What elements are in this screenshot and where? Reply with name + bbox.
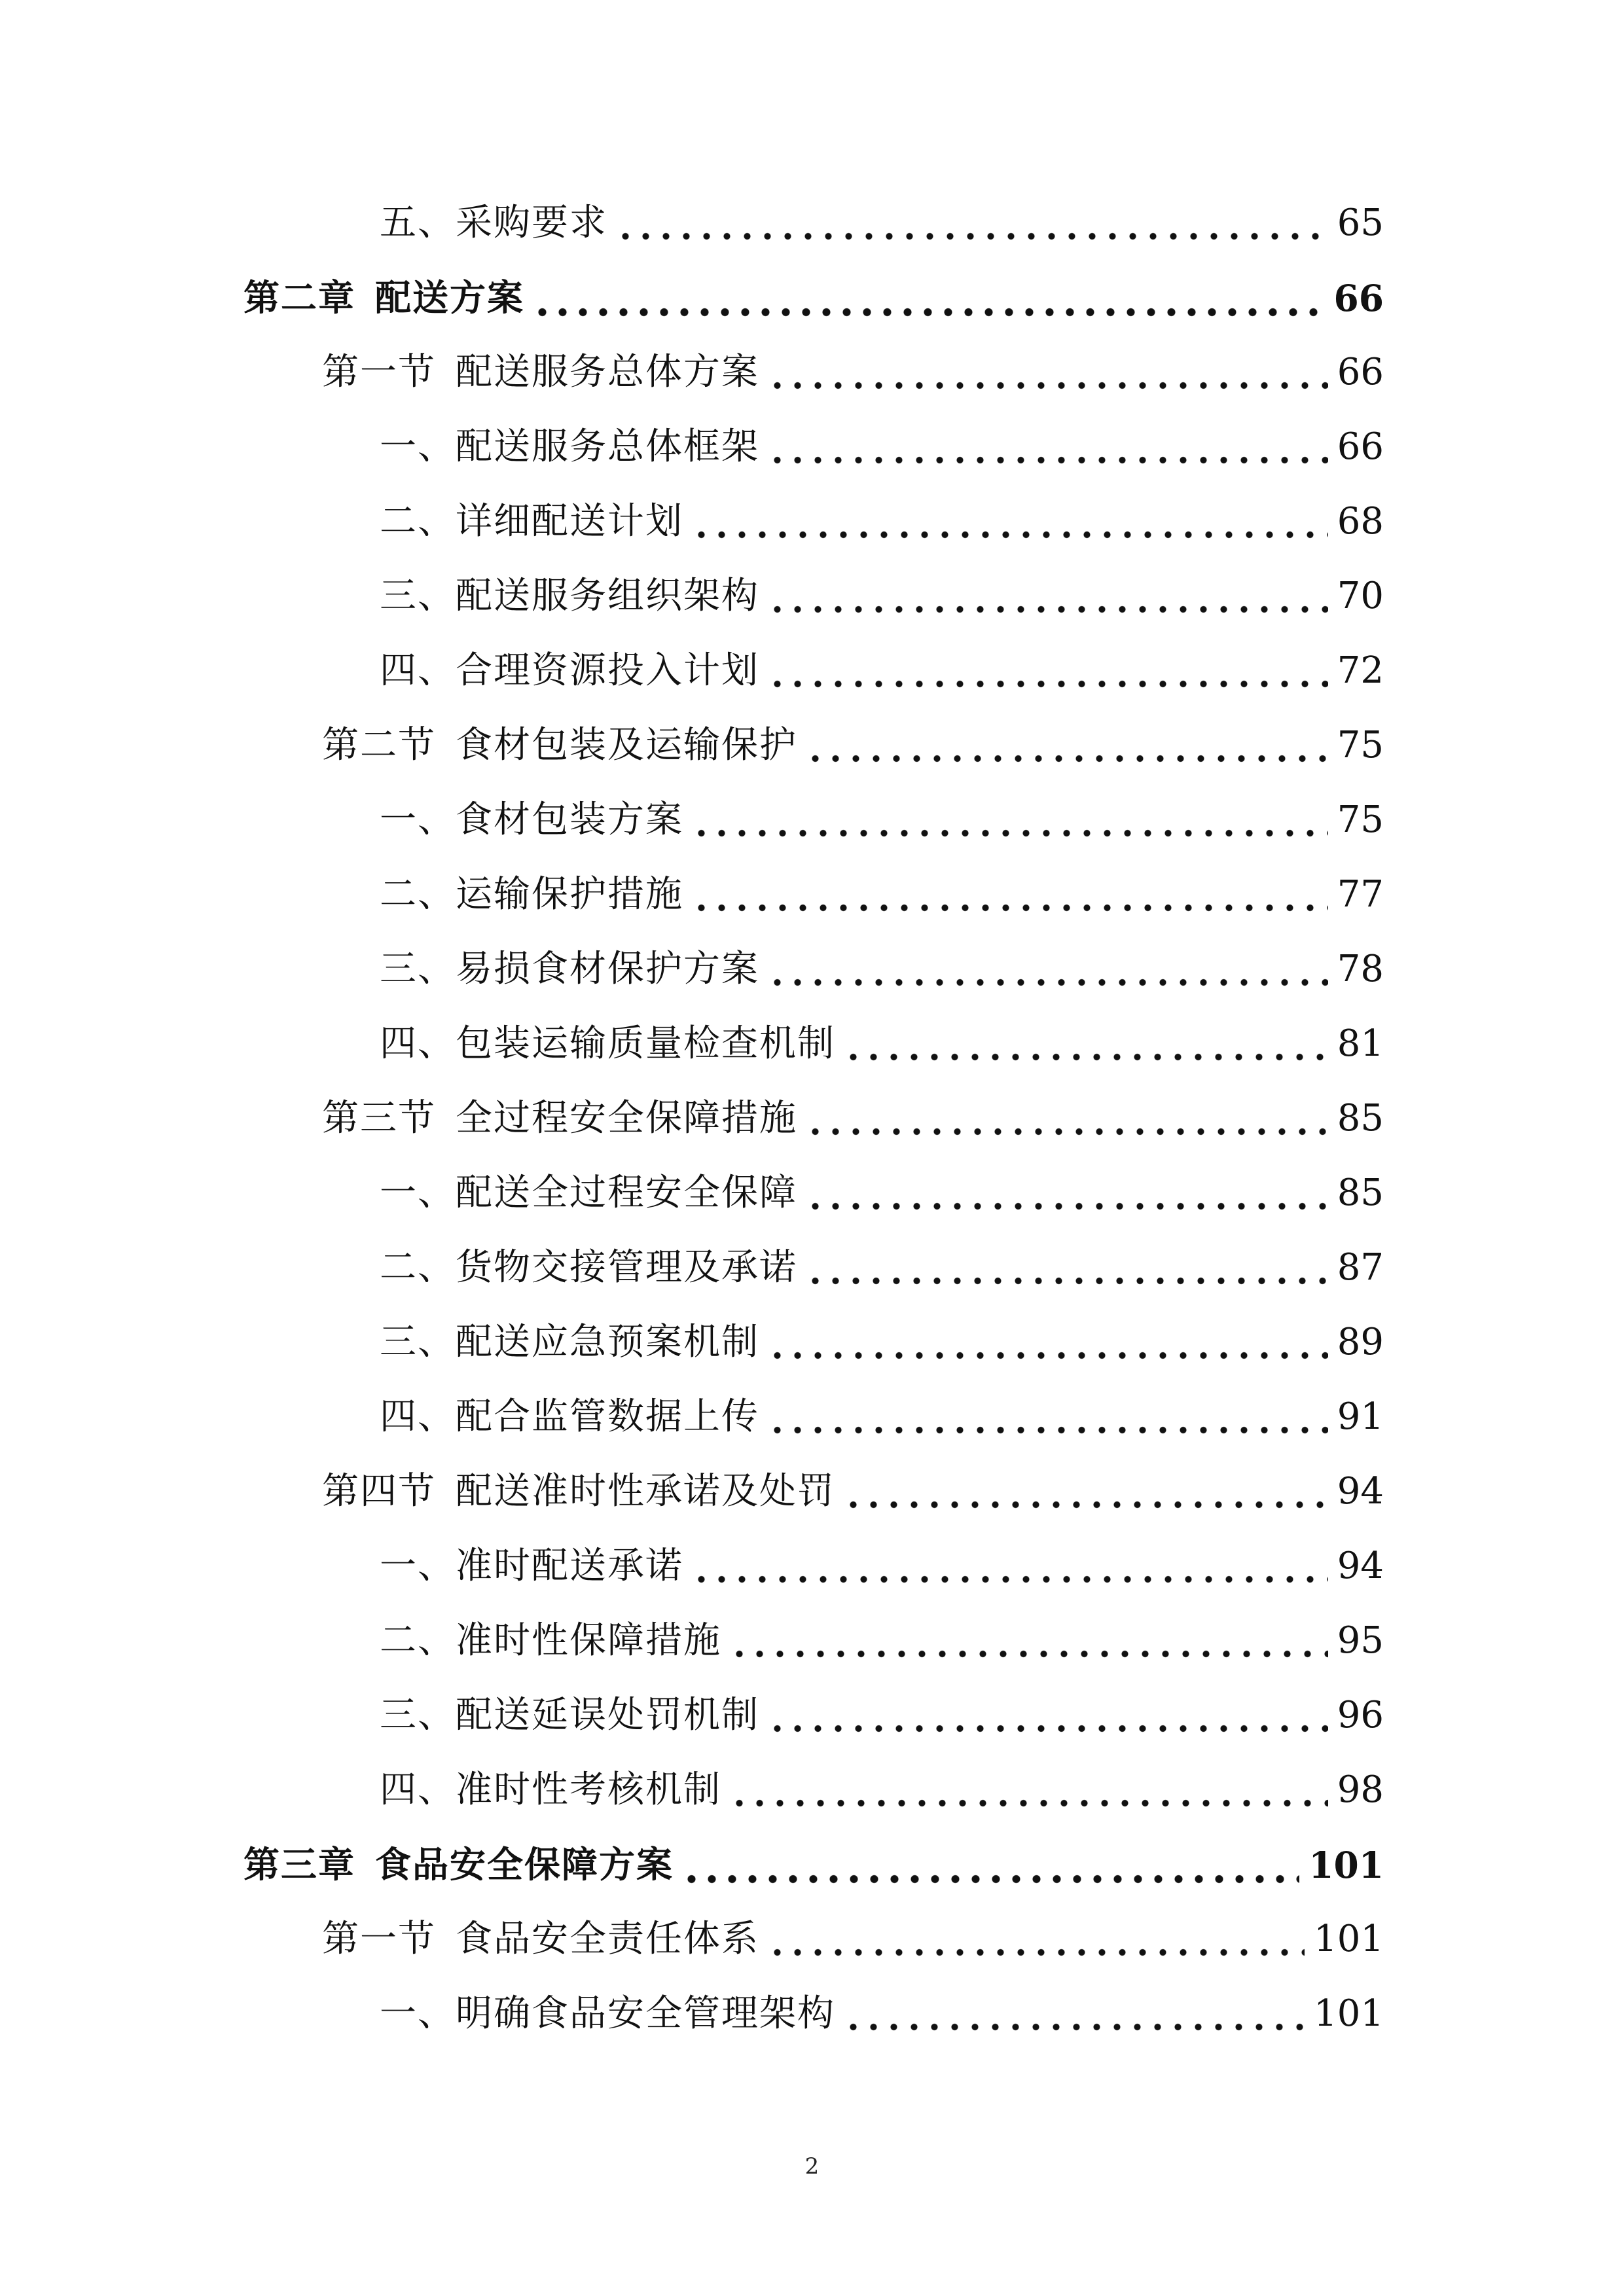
toc-page-number: 75 bbox=[1337, 724, 1384, 766]
toc-entry-label: 五、采购要求 bbox=[380, 202, 607, 244]
toc-entry-title bbox=[380, 873, 683, 916]
toc-entry-number: 第二章 bbox=[244, 276, 356, 319]
toc-entry-label: 三、易损食材保护方案 bbox=[380, 948, 759, 990]
dot-leader bbox=[767, 1305, 1328, 1380]
toc-entry-label: 一、明确食品安全管理架构 bbox=[380, 1992, 835, 2035]
toc-page-number: 94 bbox=[1337, 1545, 1384, 1587]
dot-leader bbox=[729, 1604, 1328, 1678]
toc-subsection-entry[interactable] bbox=[380, 1529, 1384, 1604]
dot-leader bbox=[729, 1753, 1328, 1827]
toc-page-number: 94 bbox=[1337, 1470, 1384, 1513]
toc-entry-title bbox=[380, 1768, 721, 1811]
toc-entry-label: 全过程安全保障措施 bbox=[456, 1097, 797, 1139]
toc-entry-label: 食品安全责任体系 bbox=[456, 1918, 759, 1960]
dot-leader bbox=[691, 1529, 1328, 1604]
dot-leader bbox=[805, 1081, 1328, 1156]
dot-leader bbox=[767, 1380, 1328, 1454]
dot-leader bbox=[767, 932, 1328, 1007]
toc-subsection-entry[interactable] bbox=[380, 1156, 1384, 1230]
toc-chapter-entry[interactable] bbox=[244, 260, 1384, 335]
toc-subsection-entry[interactable] bbox=[380, 559, 1384, 634]
page-number: 2 bbox=[804, 2153, 820, 2179]
toc-page-number: 85 bbox=[1337, 1097, 1384, 1139]
toc-entry-label: 二、详细配送计划 bbox=[380, 500, 683, 543]
toc-entry-title bbox=[380, 1022, 835, 1065]
toc-page-number: 91 bbox=[1337, 1395, 1384, 1438]
dot-leader bbox=[681, 1827, 1299, 1902]
toc-subsection-entry[interactable] bbox=[380, 857, 1384, 932]
toc-entry-title bbox=[380, 1992, 835, 2035]
dot-leader bbox=[532, 260, 1324, 335]
toc-page-number: 81 bbox=[1337, 1022, 1384, 1065]
toc-subsection-entry[interactable] bbox=[380, 1678, 1384, 1753]
toc-page-number: 68 bbox=[1337, 500, 1384, 543]
dot-leader bbox=[767, 634, 1328, 708]
toc-entry-label: 四、配合监管数据上传 bbox=[380, 1395, 759, 1438]
toc-subsection-entry[interactable] bbox=[380, 1753, 1384, 1827]
toc-subsection-entry[interactable] bbox=[380, 484, 1384, 559]
toc-entry-title bbox=[380, 1395, 759, 1438]
toc-entry-title bbox=[380, 1246, 797, 1289]
toc-entry-title bbox=[322, 351, 759, 393]
toc-section-entry[interactable] bbox=[322, 1454, 1384, 1529]
toc-page-number: 96 bbox=[1337, 1694, 1384, 1736]
dot-leader bbox=[691, 484, 1328, 559]
toc-section-entry[interactable] bbox=[322, 335, 1384, 410]
toc-entry-label: 一、配送全过程安全保障 bbox=[380, 1172, 797, 1214]
toc-entry-label: 三、配送延误处罚机制 bbox=[380, 1694, 759, 1736]
toc-entry-title bbox=[380, 1545, 683, 1587]
toc-entry-number: 第三节 bbox=[322, 1097, 436, 1139]
toc-entry-title bbox=[244, 276, 525, 319]
toc-entry-label: 二、准时性保障措施 bbox=[380, 1619, 721, 1662]
toc-subsection-entry[interactable] bbox=[380, 186, 1384, 260]
toc-entry-title bbox=[380, 575, 759, 617]
toc-subsection-entry[interactable] bbox=[380, 1007, 1384, 1081]
toc-subsection-entry[interactable] bbox=[380, 932, 1384, 1007]
toc-entry-number: 第四节 bbox=[322, 1470, 436, 1513]
toc-entry-title bbox=[322, 1918, 759, 1960]
toc-subsection-entry[interactable] bbox=[380, 634, 1384, 708]
toc-page-number: 66 bbox=[1337, 351, 1384, 393]
toc-entry-label: 一、配送服务总体框架 bbox=[380, 425, 759, 468]
toc-subsection-entry[interactable] bbox=[380, 1305, 1384, 1380]
toc-page-number: 72 bbox=[1337, 649, 1384, 692]
toc-page-number: 87 bbox=[1337, 1246, 1384, 1289]
dot-leader bbox=[767, 559, 1328, 634]
toc-entry-title bbox=[380, 1619, 721, 1662]
toc-subsection-entry[interactable] bbox=[380, 410, 1384, 484]
toc-entry-label: 食品安全保障方案 bbox=[375, 1843, 674, 1886]
toc-entry-title bbox=[380, 798, 683, 841]
toc-page-number: 66 bbox=[1333, 276, 1384, 319]
toc-chapter-entry[interactable] bbox=[244, 1827, 1384, 1902]
toc-entry-title bbox=[380, 1694, 759, 1736]
toc-section-entry[interactable] bbox=[322, 1902, 1384, 1977]
dot-leader bbox=[767, 1678, 1328, 1753]
toc-subsection-entry[interactable] bbox=[380, 1604, 1384, 1678]
toc-entry-title bbox=[380, 948, 759, 990]
dot-leader bbox=[767, 335, 1328, 410]
toc-entry-title bbox=[380, 1321, 759, 1363]
toc-page-number: 78 bbox=[1337, 948, 1384, 990]
dot-leader bbox=[691, 857, 1328, 932]
toc-page-number: 85 bbox=[1337, 1172, 1384, 1214]
toc-entry-title bbox=[322, 1097, 797, 1139]
dot-leader bbox=[843, 1454, 1328, 1529]
toc-page-number: 101 bbox=[1314, 1918, 1384, 1960]
toc-entry-label: 二、货物交接管理及承诺 bbox=[380, 1246, 797, 1289]
toc-entry-label: 四、准时性考核机制 bbox=[380, 1768, 721, 1811]
toc-entry-title bbox=[322, 724, 797, 766]
dot-leader bbox=[767, 410, 1328, 484]
toc-page-number: 77 bbox=[1337, 873, 1384, 916]
toc-entry-label: 配送服务总体方案 bbox=[456, 351, 759, 393]
toc-entry-label: 一、食材包装方案 bbox=[380, 798, 683, 841]
dot-leader bbox=[615, 186, 1328, 260]
toc-entry-label: 配送方案 bbox=[375, 276, 525, 319]
toc-section-entry[interactable] bbox=[322, 708, 1384, 783]
toc-entry-label: 食材包装及运输保护 bbox=[456, 724, 797, 766]
toc-entry-title bbox=[380, 425, 759, 468]
dot-leader bbox=[805, 1230, 1328, 1305]
toc-page-number: 70 bbox=[1337, 575, 1384, 617]
toc-entry-label: 三、配送服务组织架构 bbox=[380, 575, 759, 617]
toc-entry-title bbox=[244, 1843, 674, 1886]
toc-section-entry[interactable] bbox=[322, 1081, 1384, 1156]
toc-entry-label: 四、合理资源投入计划 bbox=[380, 649, 759, 692]
toc-entry-title bbox=[322, 1470, 835, 1513]
dot-leader bbox=[843, 1977, 1305, 2051]
toc-page-number: 95 bbox=[1337, 1619, 1384, 1662]
toc-entry-label: 二、运输保护措施 bbox=[380, 873, 683, 916]
toc-entry-title bbox=[380, 500, 683, 543]
toc-entry-label: 一、准时配送承诺 bbox=[380, 1545, 683, 1587]
toc-entry-number: 第一节 bbox=[322, 1918, 436, 1960]
dot-leader bbox=[767, 1902, 1305, 1977]
toc-entry-number: 第二节 bbox=[322, 724, 436, 766]
toc-entry-label: 四、包装运输质量检查机制 bbox=[380, 1022, 835, 1065]
toc-subsection-entry[interactable] bbox=[380, 783, 1384, 857]
toc-entry-title bbox=[380, 1172, 797, 1214]
toc-entry-label: 配送准时性承诺及处罚 bbox=[456, 1470, 835, 1513]
toc-subsection-entry[interactable] bbox=[380, 1230, 1384, 1305]
toc-entry-number: 第三章 bbox=[244, 1843, 356, 1886]
toc-subsection-entry[interactable] bbox=[380, 1380, 1384, 1454]
toc-entry-title bbox=[380, 202, 607, 244]
dot-leader bbox=[805, 708, 1328, 783]
toc-page-number: 75 bbox=[1337, 798, 1384, 841]
toc-entry-title bbox=[380, 649, 759, 692]
toc-page-number: 98 bbox=[1337, 1768, 1384, 1811]
toc-page-number: 101 bbox=[1314, 1992, 1384, 2035]
toc-entry-number: 第一节 bbox=[322, 351, 436, 393]
toc-page-number: 101 bbox=[1308, 1843, 1384, 1886]
toc-page-number: 66 bbox=[1337, 425, 1384, 468]
dot-leader bbox=[843, 1007, 1328, 1081]
toc-page-number: 89 bbox=[1337, 1321, 1384, 1363]
dot-leader bbox=[691, 783, 1328, 857]
dot-leader bbox=[805, 1156, 1328, 1230]
toc-entry-label: 三、配送应急预案机制 bbox=[380, 1321, 759, 1363]
toc-page-number: 65 bbox=[1337, 202, 1384, 244]
toc-subsection-entry[interactable] bbox=[380, 1977, 1384, 2051]
